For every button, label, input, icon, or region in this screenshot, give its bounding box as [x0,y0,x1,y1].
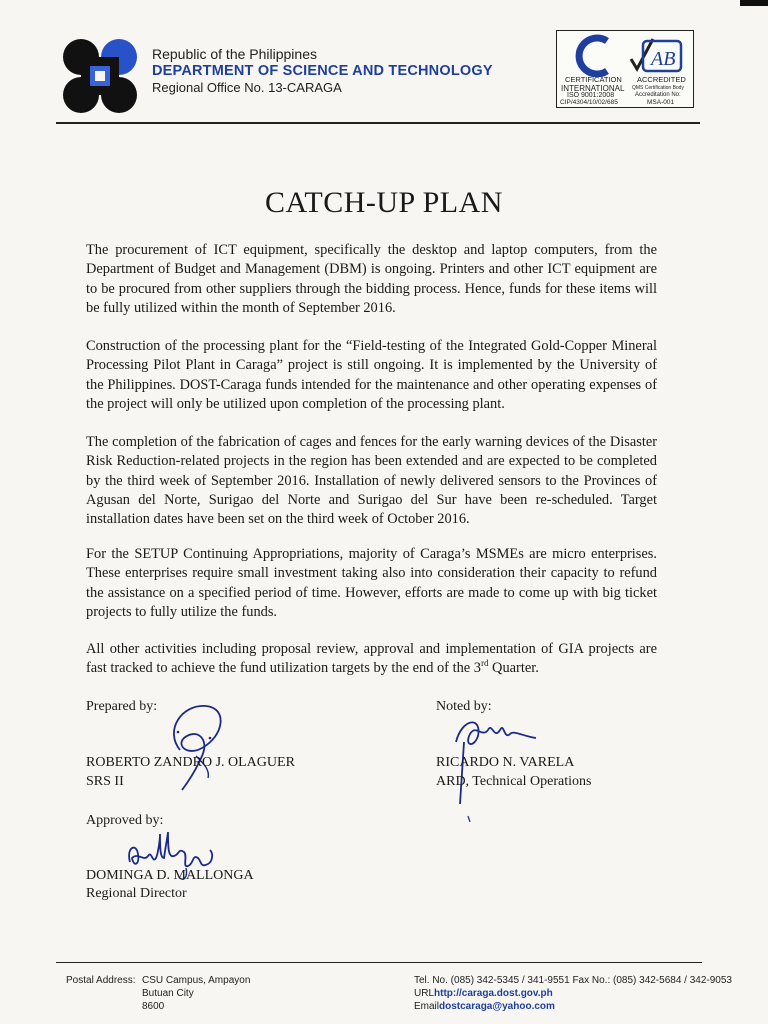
certification-logo [565,33,685,77]
postal-line-1: CSU Campus, Ampayon [142,975,251,986]
postal-address-label: Postal Address: [66,975,136,986]
telephone-fax: Tel. No. (085) 342-5345 / 341-9551 Fax No.: (085) 342-5684 / 342-9053 [414,975,732,986]
postal-line-2: Butuan City [142,988,194,999]
document-title: CATCH-UP PLAN [265,186,503,219]
republic-line: Republic of the Philippines [152,46,317,62]
approved-by-label: Approved by: [86,813,164,828]
approved-by-title: Regional Director [86,886,187,901]
paragraph-procurement: The procurement of ICT equipment, specifically the desktop and laptop computers, from the Department of Budget and Management (DBM) is ongoing. Printers and other ICT equipment are to be procured from other suppliers through the bidding process. Hence, funds for these items will be fully utilized within the month of September 2016. [86,242,657,316]
cert-cip: CIP/4304/10/02/685 [560,99,618,106]
paragraph-processing-plant: Construction of the processing plant for the “Field-testing of the Integrated Gold-Copper Mineral Processing Pilot Plant in Caraga” project is still ongoing. It is implemented by the University of the Philippines. DOST-Caraga funds intended for the maintenance and other operating expenses of the project will only be utilized upon completion of the processing plant. [86,338,657,412]
prepared-signature [158,698,238,798]
website-line: URLhttp://caraga.dost.gov.ph [414,988,553,999]
cert-msa: MSA-001 [647,99,675,106]
noted-by-label: Noted by: [436,699,492,714]
scan-edge-mark [740,0,768,6]
cert-iso: ISO 9001:2008 [567,92,615,99]
prepared-by-name: ROBERTO ZANDRO J. OLAGUER [86,755,295,770]
email-line: Emaildostcaraga@yahoo.com [414,1001,555,1012]
cert-body: QMS Certification Body [632,85,684,91]
cert-label-left: CERTIFICATION [565,75,622,84]
noted-by-title: ARD, Technical Operations [436,774,592,789]
cert-international: INTERNATIONAL [561,84,625,93]
department-name: DEPARTMENT OF SCIENCE AND TECHNOLOGY [152,63,493,79]
noted-by-name: RICARDO N. VARELA [436,755,575,770]
dost-logo [62,38,138,114]
paragraph-gia-projects: All other activities including proposal review, approval and implementation of GIA projects are fast tracked to achieve the fund utilization targets by the end of the 3rd Quarter. [86,641,657,677]
approved-by-name: DOMINGA D. MALLONGA [86,868,254,883]
email-link[interactable]: dostcaraga@yahoo.com [439,1001,555,1012]
regional-office: Regional Office No. 13-CARAGA [152,80,342,95]
ordinal-suffix: rd [480,658,489,669]
header-divider [56,122,700,124]
svg-text:AB: AB [651,48,676,70]
paragraph-early-warning: The completion of the fabrication of cages and fences for the early warning devices of the Disaster Risk Reduction-related projects in the region has been extended and are expected to be completed by the third week of September 2016. Installation of newly delivered sensors to the Provinces of Agusan del Norte, Surigao del Norte and Surigao del Sur have been re-scheduled. Target installation dates have been set on the third week of October 2016. [86,434,657,528]
prepared-by-title: SRS II [86,774,124,789]
cert-accreditation: Accreditation No: [635,92,681,98]
footer-divider [56,962,702,963]
cert-label-right: ACCREDITED [637,75,686,84]
paragraph-setup: For the SETUP Continuing Appropriations, majority of Caraga’s MSMEs are micro enterprises. These enterprises require small investment taking also into consideration their capacity to refund the assistance on a specified period of time. However, efforts are made to come up with big ticket projects to fully utilize the funds. [86,546,657,620]
website-link[interactable]: http://caraga.dost.gov.ph [434,988,553,999]
certification-box [556,30,694,108]
prepared-by-label: Prepared by: [86,699,158,714]
postal-line-3: 8600 [142,1001,165,1012]
organization-header [152,46,493,96]
